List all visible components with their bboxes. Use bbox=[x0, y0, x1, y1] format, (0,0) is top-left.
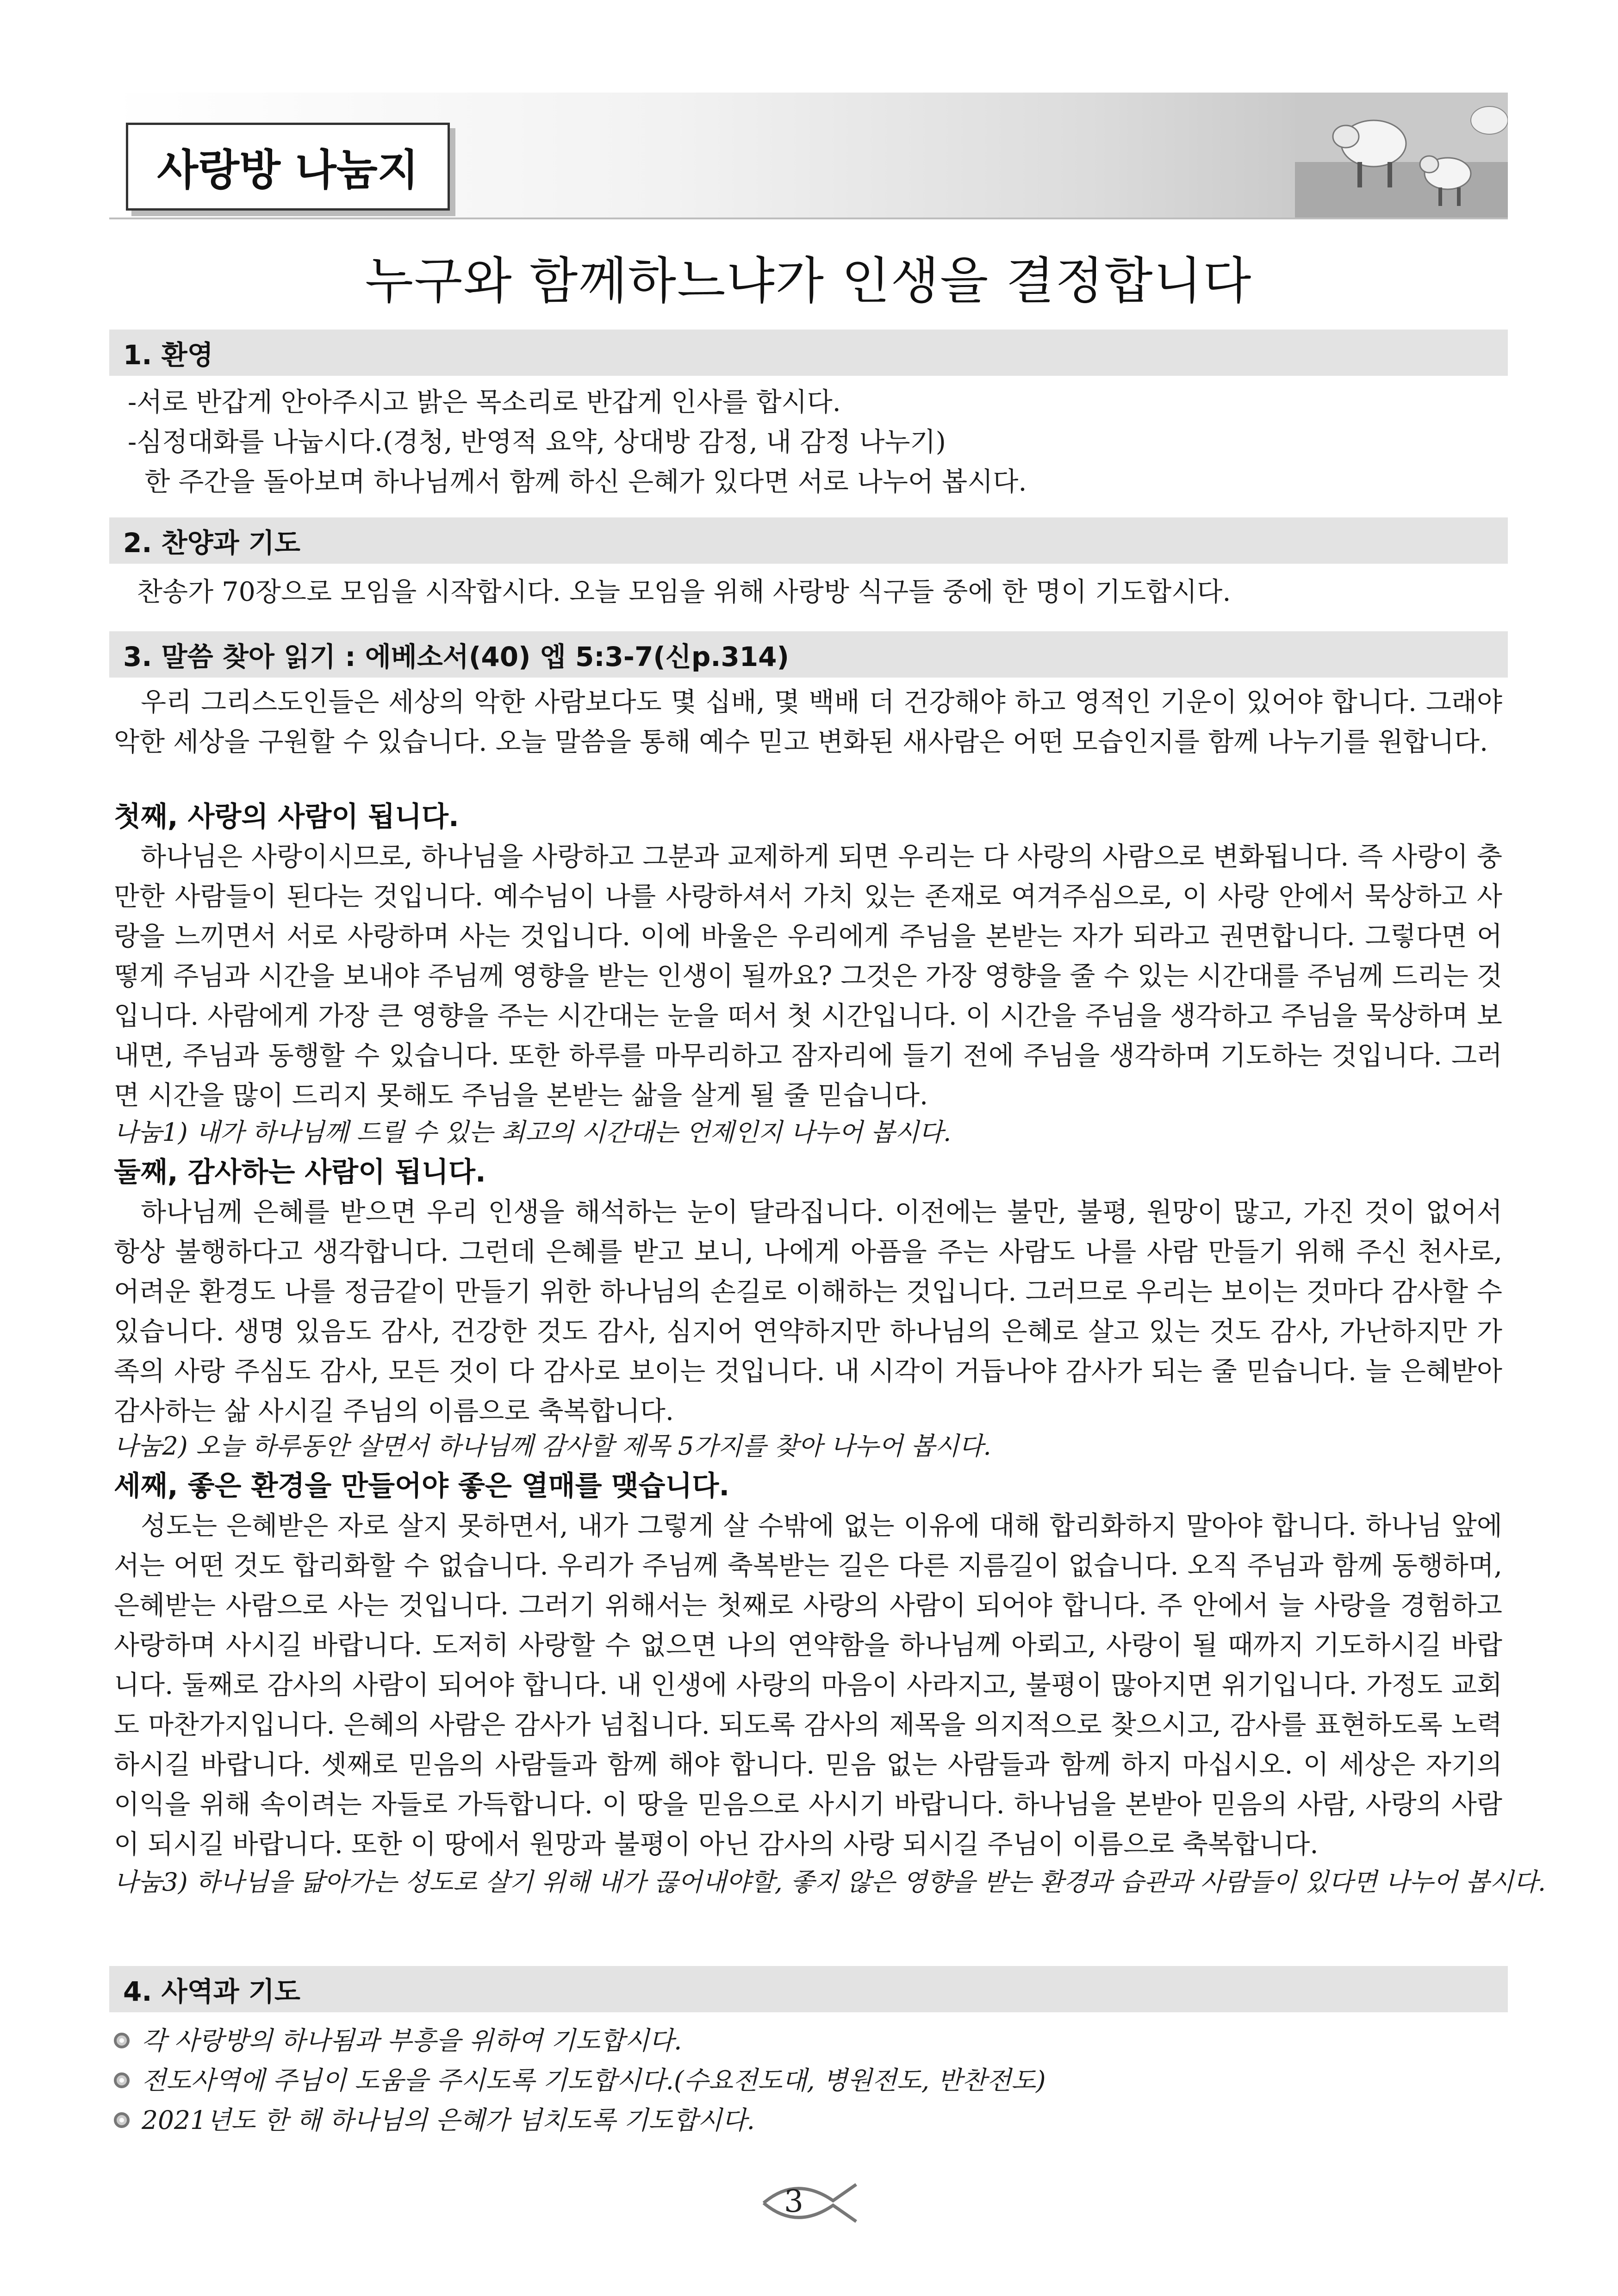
ministry-item-text: 2021년도 한 해 하나님의 은혜가 넘치도록 기도합시다. bbox=[142, 2105, 755, 2135]
third-point-body: 성도는 은혜받은 자로 살지 못하면서, 내가 그렇게 살 수밖에 없는 이유에 대해 합리화하지 말아야 합니다. 하나님 앞에서는 어떤 것도 합리화할 수 없습니다. 우리가 주님께 축복받는 길은 다른 지름길이 없습니다. 오직 주님과 함께 동행하며, 은혜받는 사람으로 사는 것입니다. 그러기 위해서는 첫째로 사랑의 사람이 되어야 합니다. 주 안에서 늘 사랑을 경험하고 사랑하며 사시길 바랍니다. 도저히 사랑할 수 없으면 나의 연약함을 하나님께 아뢰고, 사랑이 될 때까지 기도하시길 바랍니다. 둘째로 감사의 사람이 되어야 합니다. 내 인생에 사랑의 마음이 사라지고, 불평이 많아지면 위기입니다. 가정도 교회도 마찬가지입니다. 은혜의 사람은 감사가 넘칩니다. 되도록 감사의 제목을 의지적으로 찾으시고, 감사를 표현하도록 노력하시길 바랍니다. 셋째로 믿음의 사람들과 함께 해야 합니다. 믿음 없는 사람들과 함께 하지 마십시오. 이 세상은 자기의 이익을 위해 속이려는 자들로 가득합니다. 이 땅을 믿음으로 사시기 바랍니다. 하나님을 본받아 믿음의 사람, 사랑의 사람이 되시길 바랍니다. 또한 이 땅에서 원망과 불평이 아닌 감사의 사랑 되시길 주님이 이름으로 축복합니다. bbox=[114, 1511, 1502, 1860]
header-banner bbox=[109, 93, 1508, 219]
share-question-2: 나눔2) 오늘 하루동안 살면서 하나님께 감사할 제목 5가지를 찾아 나누어 봅시다. bbox=[114, 1431, 991, 1461]
second-point-body: 하나님께 은혜를 받으면 우리 인생을 해석하는 눈이 달라집니다. 이전에는 불만, 불평, 원망이 많고, 가진 것이 없어서 항상 불행하다고 생각합니다. 그런데 은혜를 받고 보니, 나에게 아픔을 주는 사람도 나를 사람 만들기 위해 주신 천사로, 어려운 환경도 나를 정금같이 만들기 위한 하나님의 손길로 이해하는 것입니다. 그러므로 우리는 보이는 것마다 감사할 수 있습니다. 생명 있음도 감사, 건강한 것도 감사, 심지어 연약하지만 하나님의 은혜로 살고 있는 것도 감사, 가난하지만 가족의 사랑 주심도 감사, 모든 것이 다 감사로 보이는 것입니다. 내 시각이 거듭나야 감사가 되는 줄 믿습니다. 늘 은혜받아 감사하는 삶 사시길 주님의 이름으로 축복합니다. bbox=[114, 1197, 1502, 1426]
third-point-heading: 세째, 좋은 환경을 만들어야 좋은 열매를 맺습니다. bbox=[114, 1470, 730, 1502]
ministry-item-1 bbox=[114, 2021, 682, 2060]
ministry-item-text: 전도사역에 주님이 도움을 주시도록 기도합시다.(수요전도대, 병원전도, 반찬전도) bbox=[142, 2066, 1046, 2095]
page-number bbox=[759, 2175, 861, 2231]
header-label: 사랑방 나눔지 bbox=[126, 123, 450, 211]
ministry-item-text: 각 사랑방의 하나됨과 부흥을 위하여 기도합시다. bbox=[142, 2026, 682, 2055]
second-point-heading: 둘째, 감사하는 사람이 됩니다. bbox=[114, 1156, 486, 1188]
praise-text: 찬송가 70장으로 모임을 시작합시다. 오늘 모임을 위해 사랑방 식구들 중에 한 명이 기도합시다. bbox=[137, 577, 1231, 607]
word-intro: 우리 그리스도인들은 세상의 악한 사람보다도 몇 십배, 몇 백배 더 건강해야 하고 영적인 기운이 있어야 합니다. 그래야 악한 세상을 구원할 수 있습니다. 오늘 말씀을 통해 예수 믿고 변화된 새사람은 어떤 모습인지를 함께 나누기를 원합니다. bbox=[114, 687, 1502, 757]
section-heading-word: 3. 말씀 찾아 읽기 : 에베소서(40) 엡 5:3-7(신p.314) bbox=[109, 631, 1508, 678]
circle-bullet-icon bbox=[114, 2072, 130, 2088]
first-point-body: 하나님은 사랑이시므로, 하나님을 사랑하고 그분과 교제하게 되면 우리는 다 사랑의 사람으로 변화됩니다. 즉 사랑이 충만한 사람들이 된다는 것입니다. 예수님이 나를 사랑하셔서 가치 있는 존재로 여겨주심으로, 이 사랑 안에서 묵상하고 사랑을 느끼면서 서로 사랑하며 사는 것입니다. 이에 바울은 우리에게 주님을 본받는 자가 되라고 권면합니다. 그렇다면 어떻게 주님과 시간을 보내야 주님께 영향을 받는 인생이 될까요? 그것은 가장 영향을 줄 수 있는 시간대를 주님께 드리는 것입니다. 사람에게 가장 큰 영향을 주는 시간대는 눈을 떠서 첫 시간입니다. 이 시간을 주님을 생각하고 주님을 묵상하며 보내면, 주님과 동행할 수 있습니다. 또한 하루를 마무리하고 잠자리에 들기 전에 주님을 생각하며 기도하는 것입니다. 그러면 시간을 많이 드리지 못해도 주님을 본받는 삶을 살게 될 줄 믿습니다. bbox=[114, 841, 1502, 1111]
page-title: 누구와 함께하느냐가 인생을 결정합니다 bbox=[365, 252, 1252, 310]
sheep-illustration bbox=[1295, 93, 1508, 218]
section-heading-praise: 2. 찬양과 기도 bbox=[109, 517, 1508, 564]
ministry-item-2 bbox=[114, 2060, 1046, 2100]
welcome-line-3: 한 주간을 돌아보며 하나님께서 함께 하신 은혜가 있다면 서로 나누어 봅시다. bbox=[128, 467, 1027, 497]
welcome-line-2: -심정대화를 나눕시다.(경청, 반영적 요약, 상대방 감정, 내 감정 나누기) bbox=[128, 427, 946, 457]
share-question-1: 나눔1) 내가 하나님께 드릴 수 있는 최고의 시간대는 언제인지 나누어 봅시다. bbox=[114, 1118, 952, 1147]
share-question-3: 나눔3) 하나님을 닮아가는 성도로 살기 위해 내가 끊어내야할, 좋지 않은 영향을 받는 환경과 습관과 사람들이 있다면 나누어 봅시다. bbox=[114, 1867, 1546, 1897]
section-heading-ministry: 4. 사역과 기도 bbox=[109, 1966, 1508, 2012]
circle-bullet-icon bbox=[114, 2033, 130, 2048]
ministry-item-3 bbox=[114, 2100, 755, 2140]
first-point-heading: 첫째, 사랑의 사람이 됩니다. bbox=[114, 801, 459, 833]
section-heading-welcome: 1. 환영 bbox=[109, 330, 1508, 376]
circle-bullet-icon bbox=[114, 2112, 130, 2128]
page-number-text: 3 bbox=[784, 2184, 803, 2219]
welcome-line-1: -서로 반갑게 안아주시고 밝은 목소리로 반갑게 인사를 합시다. bbox=[128, 387, 841, 417]
